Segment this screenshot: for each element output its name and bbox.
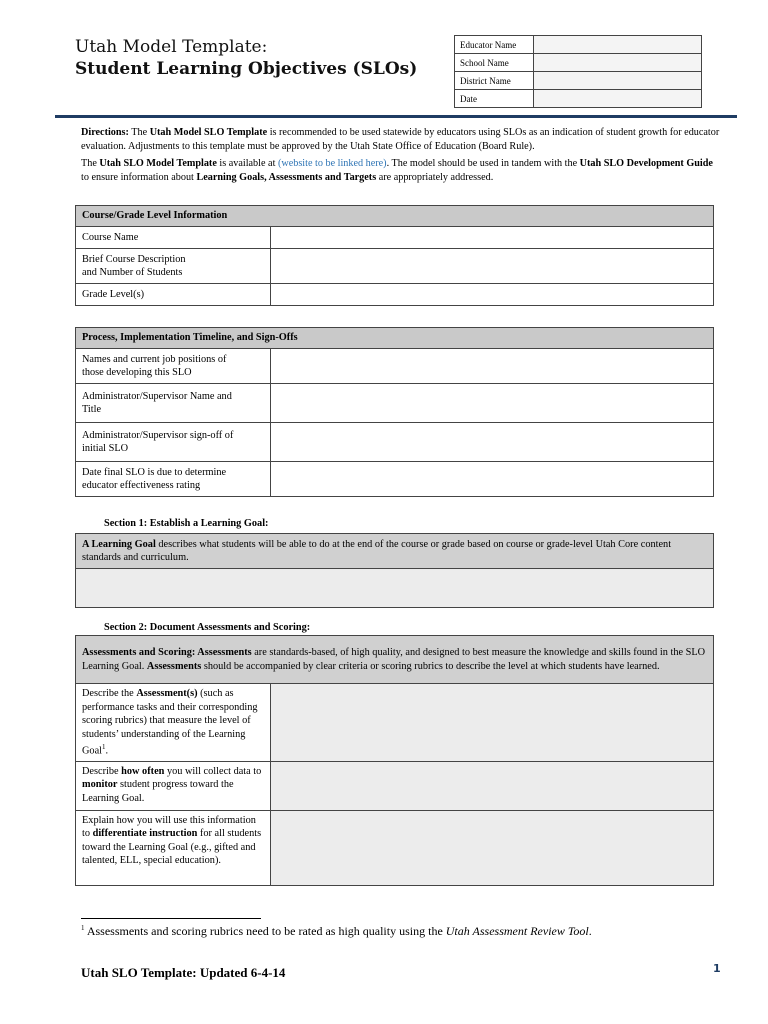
directions-text-bold: Utah Model SLO Template [149, 127, 268, 138]
assessment-prompt [76, 684, 271, 762]
label-line: Title [82, 404, 102, 415]
developers-field[interactable] [271, 349, 714, 384]
course-name-label: Course Name [76, 227, 271, 249]
administrator-signoff-label [76, 423, 271, 462]
learning-goal-field[interactable] [76, 569, 714, 608]
course-description-field[interactable] [271, 249, 714, 284]
footnote-ref: 1 [102, 743, 106, 751]
prompt-text: . [105, 745, 109, 757]
description-bold: A Learning Goal [82, 538, 156, 550]
educator-name-label: Educator Name [455, 36, 534, 54]
description-text: describes what students will be able to do at the end of the course or grade based on course or grade-level Utah Core content standards and curriculum. [82, 538, 672, 563]
section-1-title: Section 1: Establish a Learning Goal: [104, 518, 269, 529]
directions-text: to ensure information about [81, 171, 197, 183]
directions-text: are appropriately addressed. [376, 171, 494, 183]
prompt-text: student progress toward the Learning Goal. [82, 779, 234, 804]
district-name-label: District Name [455, 72, 534, 90]
footnote [81, 924, 592, 939]
prompt-text: for all students toward the Learning Goal (e.g., gifted and talented, ELL, special education). [82, 828, 262, 867]
district-name-field[interactable] [534, 72, 702, 90]
grade-levels-field[interactable] [271, 284, 714, 306]
footnote-text: . [588, 924, 592, 938]
prompt-bold: differentiate instruction [92, 828, 198, 840]
due-date-field[interactable] [271, 462, 714, 497]
title-line-1: Utah Model Template: [75, 37, 268, 57]
label-line: educator effectiveness rating [82, 480, 201, 491]
assessment-field[interactable] [271, 684, 714, 762]
label-line: Brief Course Description [82, 253, 186, 265]
label-line: initial SLO [82, 443, 129, 454]
process-table [75, 327, 714, 497]
directions-paragraph-2 [81, 157, 721, 184]
administrator-signoff-field[interactable] [271, 423, 714, 462]
directions-text: is available at [216, 158, 278, 169]
prompt-text: (such as performance tasks and their corresponding scoring rubrics) that measure the level of students’ understanding of the Learning Goal [82, 688, 258, 757]
prompt-text: Explain how you will use this information to [82, 814, 256, 840]
directions-paragraph-1 [81, 126, 721, 153]
description-text: should be accompanied by clear criteria or scoring rubrics to describe the level at which students have learned. [201, 660, 660, 672]
description-bold: Assessments and Scoring: Assessments [82, 647, 252, 658]
label-line: Date final SLO is due to determine [82, 466, 227, 478]
label-line: and Number of Students [82, 267, 183, 278]
directions-text-bold: Learning Goals, Assessments and Targets [196, 171, 377, 183]
administrator-name-field[interactable] [271, 384, 714, 423]
differentiation-field[interactable] [271, 810, 714, 885]
description-bold: Assessments [146, 660, 202, 672]
prompt-bold: how often [121, 765, 165, 777]
grade-levels-label: Grade Level(s) [76, 284, 271, 306]
prompt-bold: Assessment(s) [136, 688, 198, 699]
developers-label [76, 349, 271, 384]
footnote-divider [81, 918, 261, 919]
course-info-table [75, 205, 714, 306]
label-line: Administrator/Supervisor Name and [82, 390, 232, 402]
date-label: Date [455, 90, 534, 108]
header-divider [55, 115, 737, 118]
course-table-heading: Course/Grade Level Information [76, 206, 714, 227]
footer-text: Utah SLO Template: Updated 6-4-14 [81, 965, 286, 980]
administrator-name-label [76, 384, 271, 423]
title-line-2: Student Learning Objectives (SLOs) [75, 59, 418, 79]
label-line: Names and current job positions of [82, 353, 227, 365]
monitoring-prompt [76, 761, 271, 810]
prompt-text: you will collect data to [164, 765, 262, 777]
educator-name-field[interactable] [534, 36, 702, 54]
assessments-table [75, 635, 714, 886]
footnote-tool-name: Utah Assessment Review Tool [445, 924, 589, 938]
page-number: 1 [713, 962, 721, 975]
directions-text: is recommended to be used statewide by educators using SLOs as an indication of student growth for educator evaluation. Adjustments to this template must be approved by the Utah State Office of Education (Board Rule). [81, 127, 720, 152]
label-line: those developing this SLO [82, 367, 192, 378]
school-name-label: School Name [455, 54, 534, 72]
directions-text: The [131, 127, 150, 138]
footnote-text: Assessments and scoring rubrics need to be rated as high quality using the [84, 924, 446, 938]
page-title [75, 36, 417, 80]
label-line: Administrator/Supervisor sign-off of [82, 429, 234, 441]
learning-goal-description [76, 534, 714, 569]
school-name-field[interactable] [534, 54, 702, 72]
course-description-label [76, 249, 271, 284]
educator-info-table [454, 35, 702, 108]
course-name-field[interactable] [271, 227, 714, 249]
monitoring-field[interactable] [271, 761, 714, 810]
section-2-title: Section 2: Document Assessments and Scoring: [104, 622, 311, 633]
prompt-text: Describe the [82, 688, 137, 699]
assessments-description [76, 636, 714, 684]
directions-label: Directions: [81, 127, 129, 138]
directions-text-bold: Utah SLO Development Guide [579, 158, 713, 169]
learning-goal-table [75, 533, 714, 608]
prompt-text: Describe [82, 765, 122, 777]
process-table-heading: Process, Implementation Timeline, and Sign-Offs [76, 328, 714, 349]
directions-text: The [81, 158, 100, 169]
description-text: are standards-based, of high quality, and designed to best measure the knowledge and skills found in the SLO Learning Goal. [82, 647, 706, 672]
website-link[interactable]: (website to be linked here) [277, 158, 387, 169]
prompt-bold: monitor [82, 779, 118, 791]
differentiation-prompt [76, 810, 271, 885]
directions-text: . The model should be used in tandem with the [386, 158, 580, 169]
directions-text-bold: Utah SLO Model Template [99, 158, 217, 169]
due-date-label [76, 462, 271, 497]
date-field[interactable] [534, 90, 702, 108]
footnote-number: 1 [81, 924, 85, 932]
